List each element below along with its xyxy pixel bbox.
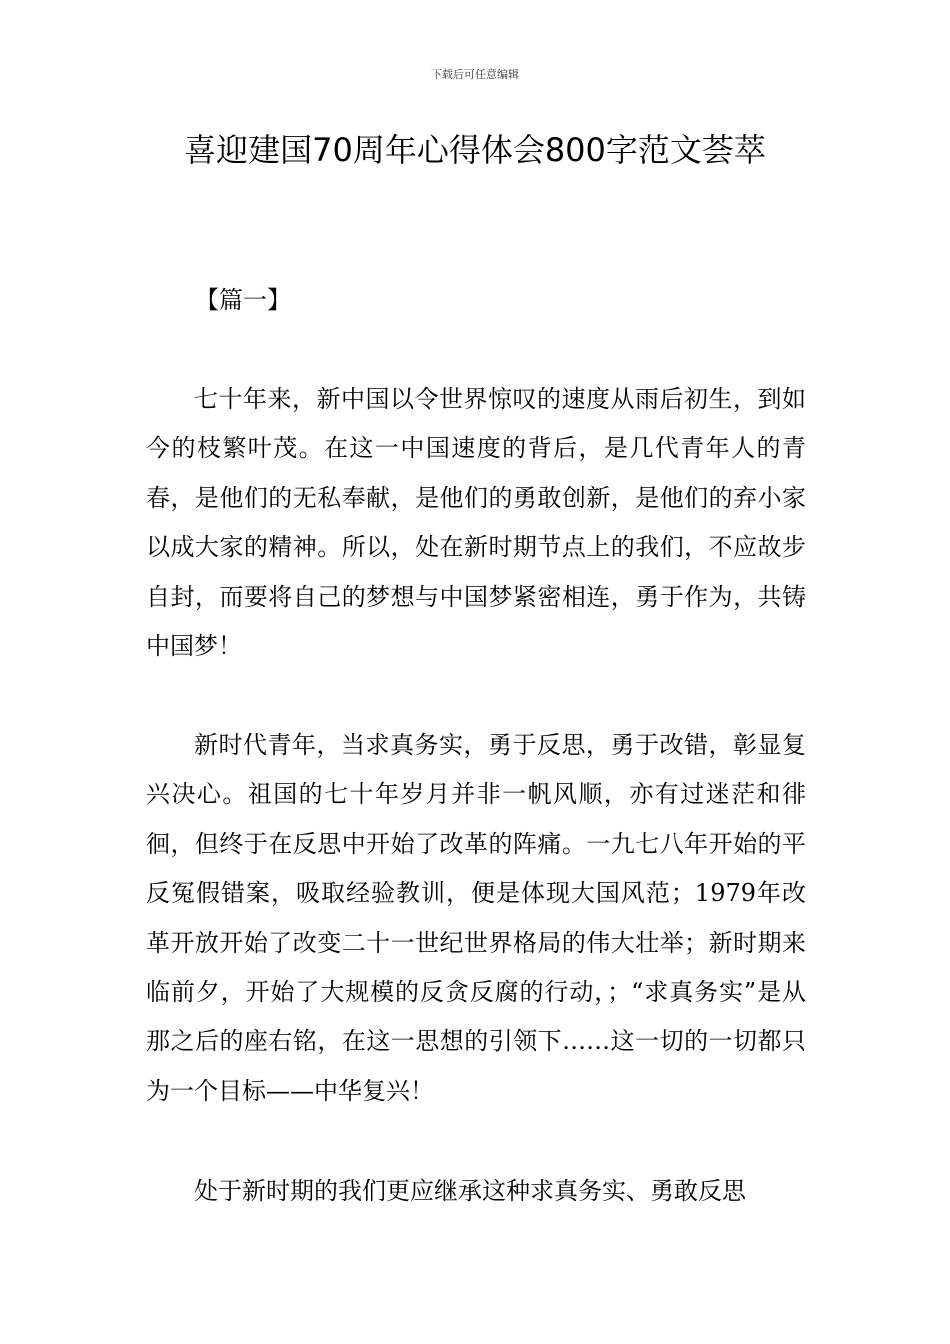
body-paragraph-2: 新时代青年，当求真务实，勇于反思，勇于改错，彰显复兴决心。祖国的七十年岁月并非一帆风顺，亦有过迷茫和徘徊，但终于在反思中开始了改革的阵痛。一九七八年开始的平反冤假错案，吸取经验教训，便是体现大国风范；1979年改革开放开始了改变二十一世纪世界格局的伟大壮举；新时期来临前夕，开始了大规模的反贪反腐的行动，；“求真务实”是从那之后的座右铭，在这一思想的引领下……这一切的一切都只为一个目标——中华复兴！	[146, 731, 806, 1105]
body-paragraph-1: 七十年来，新中国以令世界惊叹的速度从雨后初生，到如今的枝繁叶茂。在这一中国速度的背后，是几代青年人的青春，是他们的无私奉献，是他们的勇敢创新，是他们的弃小家以成大家的精神。所以，处在新时期节点上的我们，不应故步自封，而要将自己的梦想与中国梦紧密相连，勇于作为，共铸中国梦！	[146, 385, 806, 661]
header-note: 下载后可任意编辑	[431, 68, 519, 81]
body-paragraph-3: 处于新时期的我们更应继承这种求真务实、勇敢反思	[194, 1177, 746, 1205]
section-heading: 【篇一】	[195, 286, 291, 314]
document-title: 喜迎建国70周年心得体会800字范文荟萃	[184, 131, 766, 169]
